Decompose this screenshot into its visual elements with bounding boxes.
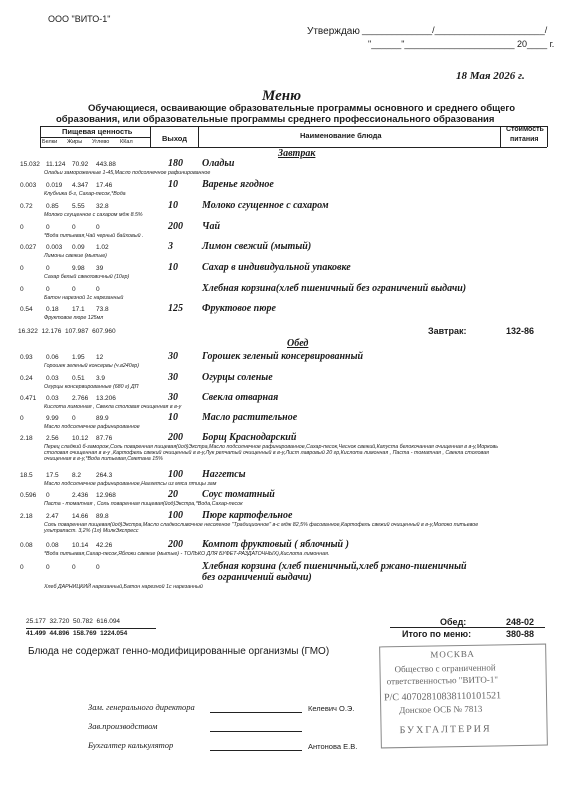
- dish-output: 125: [168, 303, 183, 314]
- nutrition-value: 0.18: [46, 306, 59, 313]
- lunch-total-price: 248-02: [506, 617, 535, 627]
- nutrition-value: 89.9: [96, 415, 109, 422]
- nutrition-value: 0: [96, 564, 100, 571]
- dish-name-line-2: без ограничений выдачи): [202, 572, 312, 583]
- nutrition-value: 0.03: [46, 395, 59, 402]
- subtitle-1: Обучающиеся, осваивающие образовательные программы основного и среднего общего: [88, 103, 516, 114]
- dish-output: 180: [168, 158, 183, 169]
- total-fats: 12.176: [41, 328, 62, 335]
- org-name: ООО "ВИТО-1": [48, 14, 111, 24]
- total-kcal: 616.094: [96, 618, 121, 625]
- stamp-dept: БУХГАЛТЕРИЯ: [399, 723, 492, 737]
- grand-total-price: 380-88: [506, 629, 535, 639]
- total-fats: 32.720: [49, 618, 70, 625]
- lunch-total-values: [26, 618, 120, 625]
- dish-composition: Соль поваренная пищевая(йод)Экстра,Масло сладкосливочное несоленое "Традиционное" в-с мдж 82,5% фасованное,Картофель свежий очищенный в в-у,Молоко питьевое ультрапаст. 3,2% (1л) МилкЭкспресс: [44, 522, 479, 534]
- date-line: "______"______________________ 20____ г.: [368, 39, 555, 49]
- dish-output: 200: [168, 539, 183, 550]
- breakfast-total-price: 132-86: [506, 326, 535, 336]
- grand-kcal: 1224.054: [100, 630, 128, 637]
- nutrition-value: 42.26: [96, 542, 113, 549]
- nutrition-value: 0.003: [46, 244, 63, 251]
- dish-name: Соус томатный: [202, 489, 275, 500]
- nutrition-value: 0.06: [46, 354, 59, 361]
- nutrition-value: 0: [20, 286, 24, 293]
- nutrition-value: 0: [46, 265, 50, 272]
- grand-total-values: [26, 630, 127, 637]
- dish-name: Сахар в индивидуальной упаковке: [202, 262, 351, 273]
- nutrition-value: 0: [20, 224, 24, 231]
- signature-line: [210, 731, 302, 732]
- dish-name: Лимон свежий (мытый): [202, 241, 312, 252]
- stamp-line-3: ответственностью "ВИТО-1": [386, 674, 499, 687]
- dish-composition: Клубника б-з, Сахар-песок,*Вода: [44, 191, 126, 197]
- nutrition-value: 0: [96, 224, 100, 231]
- nutrition-value: 17.1: [72, 306, 85, 313]
- dish-name: Масло растительное: [202, 412, 298, 423]
- nutrition-value: 264.3: [96, 472, 113, 479]
- dish-composition: *Вода питьевая,Сахар-песок,Яблоки свежие (мытые) - ТОЛЬКО ДЛЯ БУФЕТ-РАЗДАТОЧНЫХ),Кислота лимонная.: [44, 551, 330, 557]
- nutrition-value: 9.99: [46, 415, 59, 422]
- nutrition-value: 0.019: [46, 182, 63, 189]
- nutrition-value: 17.46: [96, 182, 113, 189]
- nutrition-value: 70.92: [72, 161, 89, 168]
- nutrition-value: 2.56: [46, 435, 59, 442]
- grand-total-label: Итого по меню:: [402, 629, 472, 639]
- dish-composition: Лимоны свежие (мытые): [44, 253, 107, 259]
- nutrition-value: 0.027: [20, 244, 37, 251]
- dish-output: 10: [168, 262, 178, 273]
- dish-composition: Молоко сгущенное с сахаром мдж 8.5%: [44, 212, 143, 218]
- dish-composition: Масло подсолнечное рафинированное,Наггетсы из мяса птицы зам: [44, 481, 217, 487]
- section-lunch: Обед: [287, 338, 309, 349]
- nutrition-value: 2.18: [20, 513, 33, 520]
- signature-role: Бухгалтер калькулятор: [88, 740, 174, 750]
- dish-composition: Горошек зеленый консервы (ч.в240гр): [44, 363, 140, 369]
- lunch-total-label: Обед:: [440, 617, 467, 627]
- nutrition-value: 0.24: [20, 375, 33, 382]
- signature-name: Келевич О.Э.: [308, 704, 355, 713]
- stamp-account: Р/С 40702810838110101521: [383, 690, 502, 704]
- nutrition-value: 1.02: [96, 244, 109, 251]
- dish-name: Горошек зеленый консервированный: [202, 351, 364, 362]
- total-carbs: 50.782: [73, 618, 93, 625]
- nutrition-value: 0.54: [20, 306, 33, 313]
- grand-carbs: 158.769: [73, 630, 97, 637]
- nutrition-value: 10.12: [72, 435, 89, 442]
- nutrition-value: 89.8: [96, 513, 109, 520]
- dish-name: Наггетсы: [202, 469, 246, 480]
- col-fats: Жиры: [67, 139, 83, 145]
- dish-composition: Оладьи замороженные 1-45,Масло подсолнечное рафинированное: [44, 170, 211, 176]
- nutrition-value: 0: [20, 564, 24, 571]
- menu-date: 18 Мая 2026 г.: [456, 70, 525, 82]
- nutrition-value: 11.124: [46, 161, 66, 168]
- dish-name: Чай: [202, 221, 221, 232]
- nutrition-value: 0: [46, 286, 50, 293]
- dish-output: 30: [168, 351, 178, 362]
- dish-composition: *Вода питьевая,Чай черный байховый .: [44, 233, 144, 239]
- subtitle-2: образования, или образовательные программы среднего профессионального образования: [56, 114, 495, 125]
- stamp-city: МОСКВА: [430, 648, 475, 660]
- nutrition-value: 0.85: [46, 203, 59, 210]
- dish-name: Пюре картофельное: [202, 510, 293, 521]
- breakfast-total-label: Завтрак:: [428, 326, 467, 336]
- nutrition-value: 14.66: [72, 513, 89, 520]
- nutrition-value: 18.5: [20, 472, 33, 479]
- approve-label: Утверждаю: [307, 26, 360, 37]
- dish-composition: Сахар белый свекловичный (10гр): [44, 274, 130, 280]
- nutrition-value: 4.347: [72, 182, 89, 189]
- nutrition-value: 0.471: [20, 395, 37, 402]
- nutrition-value: 0.003: [20, 182, 37, 189]
- sign-line: ______________/______________________/: [362, 25, 548, 35]
- output-header: Выход: [162, 134, 188, 143]
- nutrition-value: 12: [96, 354, 104, 361]
- nutrition-value: 39: [96, 265, 104, 272]
- dish-composition: Хлеб ДАРНИЦКИЙ нарезанный,Батон нарезной 1с нарезанный: [44, 584, 203, 590]
- dish-name: Борщ Краснодарский: [202, 432, 297, 443]
- nutrition-value: 0: [96, 286, 100, 293]
- total-kcal: 607.960: [92, 328, 116, 335]
- dish-name: Молоко сгущенное с сахаром: [202, 200, 329, 211]
- nutrition-value: 0: [72, 224, 76, 231]
- dish-output: 10: [168, 179, 178, 190]
- dish-output: 30: [168, 392, 178, 403]
- nutrition-value: 443.88: [96, 161, 116, 168]
- nutrition-value: 10.14: [72, 542, 89, 549]
- cost-header-1: Стоимость: [506, 126, 544, 133]
- dish-composition: Масло подсолнечное рафинированное: [44, 424, 140, 430]
- nutrition-value: 0.596: [20, 492, 37, 499]
- nutrition-value: 13.206: [96, 395, 116, 402]
- stamp-line-2: Общество с ограниченной: [394, 662, 496, 675]
- dish-name: Огурцы соленые: [202, 372, 273, 383]
- dish-output: 10: [168, 412, 178, 423]
- signature-line: [210, 712, 302, 713]
- col-carbs: Углево: [92, 139, 110, 145]
- nutrition-value: 0: [46, 224, 50, 231]
- dish-output: 10: [168, 200, 178, 211]
- dish-output: 100: [168, 469, 183, 480]
- nutrition-value: 0.51: [72, 375, 85, 382]
- dish-name: Фруктовое пюре: [202, 303, 276, 314]
- grand-proteins: 41.499: [26, 630, 46, 637]
- nutrition-value: 15.032: [20, 161, 40, 168]
- total-proteins: 16.322: [18, 328, 38, 335]
- nutrition-value: 0.72: [20, 203, 33, 210]
- signature-line: [210, 750, 302, 751]
- nutrition-value: 2.766: [72, 395, 89, 402]
- dish-name: Варенье ягодное: [202, 179, 274, 190]
- nutrition-value: 87.76: [96, 435, 113, 442]
- dish-composition: Кислота лимонная , Свекла столовая очищенная в в-у: [44, 404, 182, 410]
- dish-name: Хлебная корзина(хлеб пшеничный без ограничений выдачи): [202, 283, 467, 294]
- nutrition-value: 12.968: [96, 492, 116, 499]
- dish-output: 200: [168, 221, 183, 232]
- cost-header-2: питания: [510, 136, 539, 143]
- total-proteins: 25.177: [26, 618, 46, 625]
- dish-composition: Огурцы консервированные (680 г) ДП: [44, 384, 139, 390]
- nutrition-value: 0.03: [46, 375, 59, 382]
- col-kcal: ККал: [120, 139, 133, 145]
- stamp: [379, 644, 548, 749]
- dish-name: Свекла отварная: [202, 392, 279, 403]
- signature-name: Антонова Е.В.: [308, 742, 358, 751]
- nutrition-value: 2.436: [72, 492, 89, 499]
- nutrition-value: 3.9: [96, 375, 106, 382]
- nutrition-value: 1.95: [72, 354, 85, 361]
- nutrition-value: 0.09: [72, 244, 85, 251]
- nutrition-value: 0: [72, 564, 76, 571]
- dish-output: 200: [168, 432, 183, 443]
- nutrition-value: 0: [20, 265, 24, 272]
- breakfast-total-values: [18, 328, 116, 335]
- nutrition-value: 5.55: [72, 203, 85, 210]
- grand-fats: 44.896: [49, 630, 70, 637]
- nutrition-value: 2.47: [46, 513, 59, 520]
- signature-role: Зам. генерального директора: [88, 702, 195, 712]
- dish-name: Хлебная корзина (хлеб пшеничный,хлеб ржано-пшеничный: [202, 561, 467, 572]
- nutrition-value: 0: [46, 564, 50, 571]
- nutrition-value: 0: [72, 415, 76, 422]
- section-breakfast: Завтрак: [278, 148, 316, 159]
- nutrition-value: 0.08: [46, 542, 59, 549]
- dish-composition: Фруктовое пюре 125мл: [44, 315, 104, 321]
- dish-name: Компот фруктовый ( яблочный ): [202, 539, 349, 550]
- nutrition-value: 17.5: [46, 472, 59, 479]
- dish-name: Оладьи: [202, 158, 235, 169]
- nutrition-value: 0: [20, 415, 24, 422]
- dish-output: 30: [168, 372, 178, 383]
- col-proteins: Белки: [42, 139, 58, 145]
- nutrition-value: 9.98: [72, 265, 85, 272]
- page-title: Меню: [262, 88, 302, 104]
- nutrition-value: 8.2: [72, 472, 82, 479]
- dish-output: 20: [168, 489, 178, 500]
- nutrition-value: 0.93: [20, 354, 33, 361]
- dish-output: 3: [168, 241, 173, 252]
- dish-name-header: Наименование блюда: [300, 131, 382, 140]
- nutrition-value: 0: [72, 286, 76, 293]
- dish-composition: Батон нарезной 1с нарезанный: [44, 295, 124, 301]
- dish-composition: Паста - томатная , Соль поваренная пищевая(йод)Экстра,*Вода,Сахар-песок: [44, 501, 243, 507]
- nutrition-value: 73.8: [96, 306, 109, 313]
- nutrition-header: Пищевая ценность: [62, 127, 133, 136]
- nutrition-value: 0: [46, 492, 50, 499]
- nutrition-value: 0.08: [20, 542, 33, 549]
- dish-output: 100: [168, 510, 183, 521]
- dish-composition: Перец сладкий б-заморож,Соль поваренная пищевая(йод)Экстра,Масло подсолнечное рафинированное,Сахар-песок,Чеснок свежий,Капуста белокочанная очищенная в в-у,Морковь столовая очищенная в в-у ,Картофель свежий очищенный в в-у,Лук репчатый очищенный в в-у,Лист лавровый 20 гр,Кислота лимонная , Паста - томатная , Свекла столовая очищенная в в-у,*Вода питьевая,Сметана 15%: [44, 444, 499, 462]
- gmo-note: Блюда не содержат генно-модифицированные организмы (ГМО): [28, 646, 330, 657]
- nutrition-value: 2.18: [20, 435, 33, 442]
- nutrition-value: 32.8: [96, 203, 109, 210]
- total-carbs: 107.987: [65, 328, 89, 335]
- signature-role: Зав.производством: [88, 721, 158, 731]
- stamp-bank: Донское ОСБ № 7813: [399, 703, 483, 716]
